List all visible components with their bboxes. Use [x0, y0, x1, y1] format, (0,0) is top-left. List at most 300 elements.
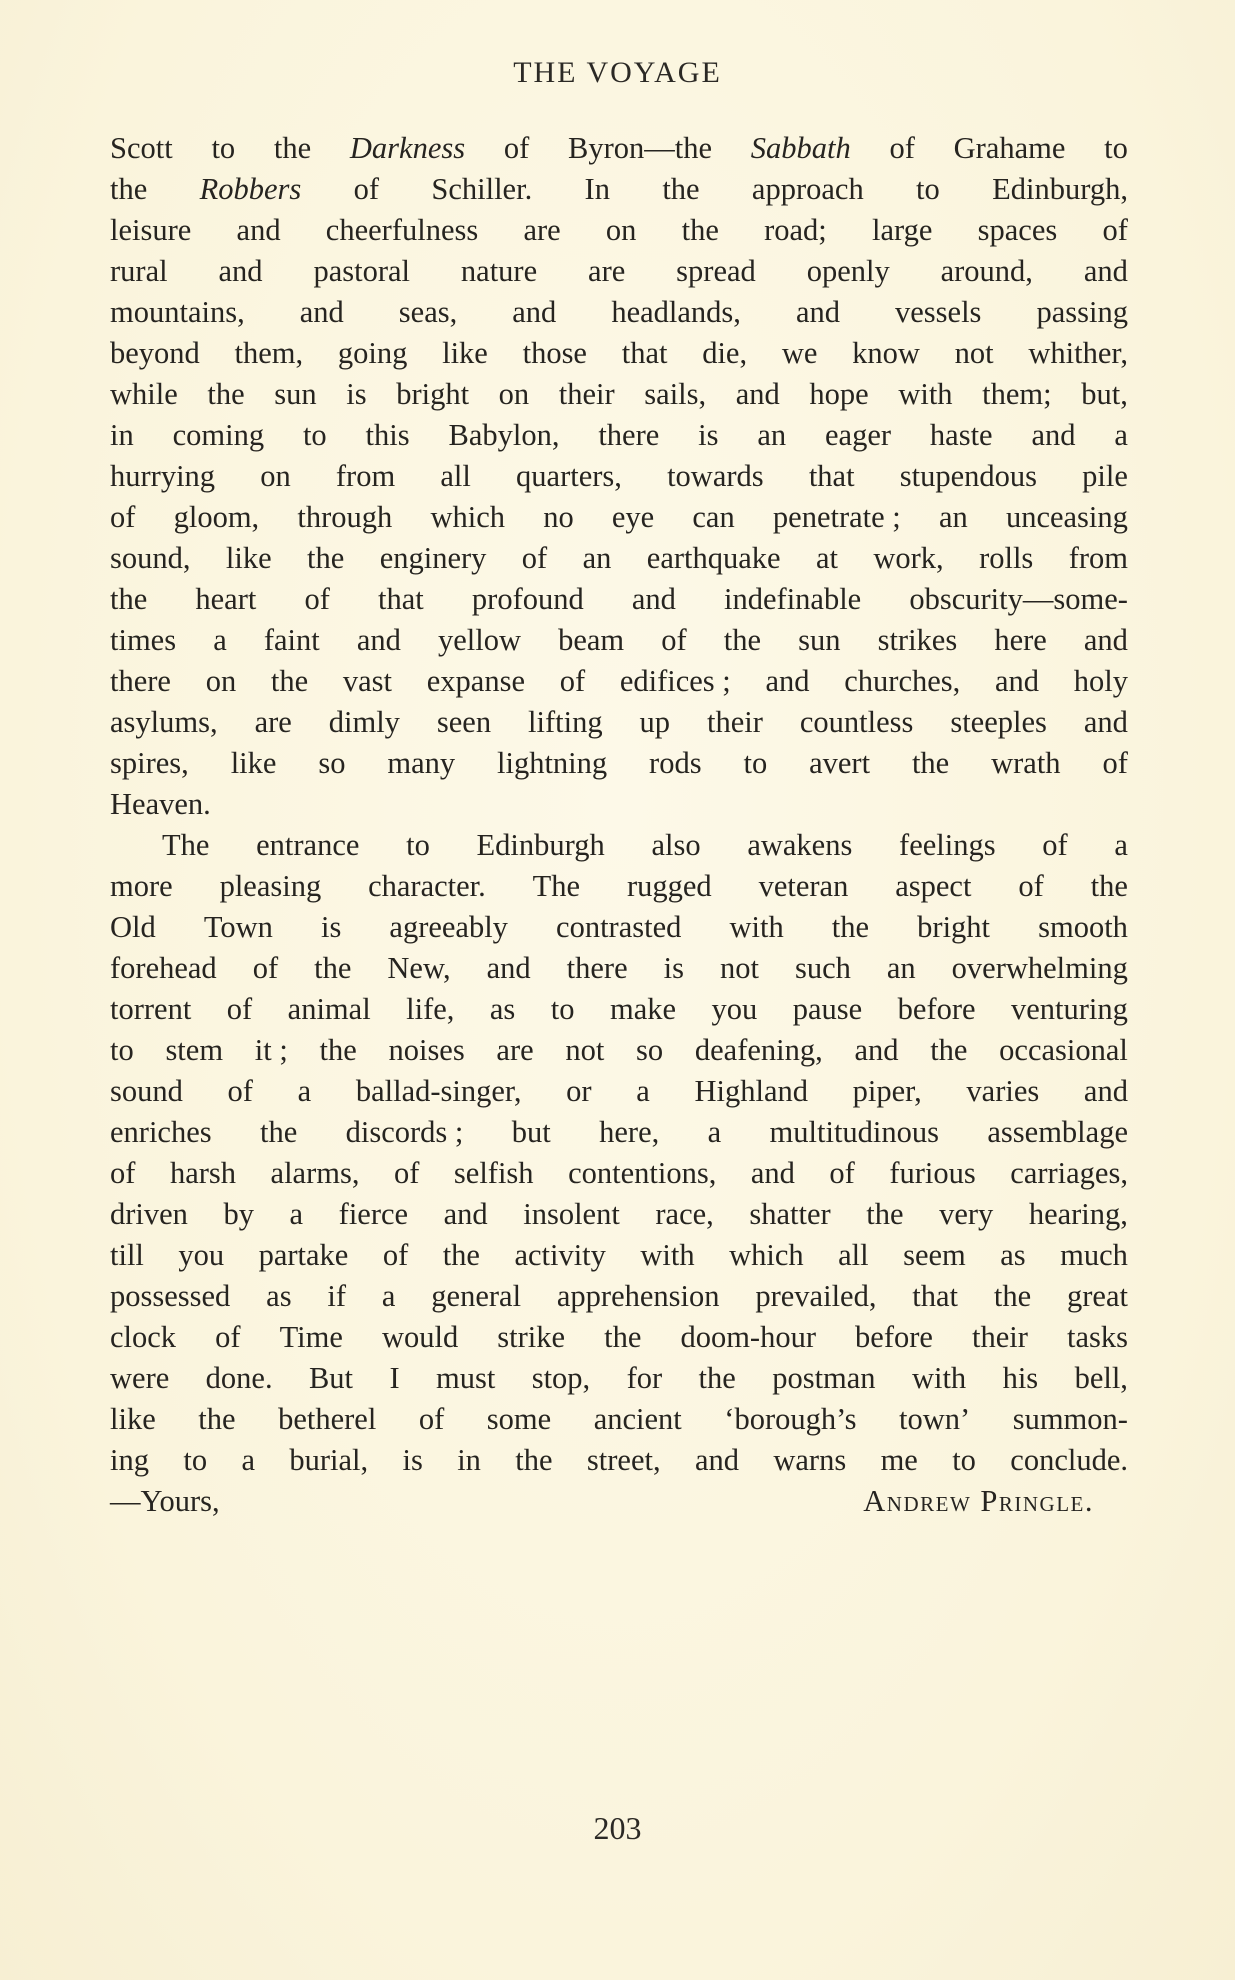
word: of: [889, 131, 915, 165]
word: so: [636, 1033, 664, 1067]
word: the: [515, 1443, 553, 1477]
word: of: [1102, 746, 1128, 780]
word: But: [308, 1361, 354, 1395]
word: nature: [460, 254, 538, 288]
word: the: [319, 1033, 357, 1067]
word: town’: [899, 1402, 971, 1436]
word: insolent: [523, 1197, 620, 1231]
word: of: [382, 1238, 409, 1272]
word: and: [1083, 254, 1128, 288]
word: no: [543, 500, 574, 534]
word: obscurity—some-: [909, 582, 1128, 616]
word: race,: [655, 1197, 714, 1231]
word: and: [995, 664, 1040, 698]
word: that: [912, 1279, 959, 1313]
word: is: [698, 418, 719, 452]
word: enriches: [110, 1115, 212, 1149]
text-line: [110, 333, 1128, 374]
word: is: [402, 1443, 423, 1477]
word: Schiller.: [431, 172, 533, 206]
word: warns: [773, 1443, 847, 1477]
text-line: [110, 1317, 1128, 1358]
word: to: [916, 172, 940, 206]
word: Town: [203, 910, 273, 944]
word: lifting: [528, 705, 603, 739]
word: the: [698, 1361, 736, 1395]
word: and: [1083, 1074, 1128, 1108]
word: with: [640, 1238, 695, 1272]
word: unceasing: [1005, 500, 1128, 534]
word: are: [523, 213, 561, 247]
word: to: [110, 1033, 134, 1067]
word: the: [314, 951, 352, 985]
word: eager: [825, 418, 892, 452]
word: sound,: [110, 541, 191, 575]
work-title: Sabbath: [750, 131, 851, 165]
word: Time: [279, 1320, 343, 1354]
word: furious: [889, 1156, 976, 1190]
word: countless: [799, 705, 914, 739]
word: there: [110, 664, 171, 698]
word: the: [831, 910, 870, 944]
word: we: [781, 336, 818, 370]
word: an: [582, 541, 612, 575]
word: shatter: [749, 1197, 831, 1231]
word: cheerfulness: [325, 213, 479, 247]
word: or: [566, 1074, 592, 1108]
text-line: [110, 661, 1128, 702]
word: Scott: [110, 131, 173, 165]
word: to: [406, 828, 430, 862]
word: not: [719, 951, 759, 985]
word: some: [486, 1402, 552, 1436]
word: around,: [940, 254, 1033, 288]
word: a: [707, 1115, 722, 1149]
text-line: [110, 1071, 1128, 1112]
word: In: [584, 172, 610, 206]
word: heart: [195, 582, 257, 616]
word: enginery: [379, 541, 487, 575]
word: fierce: [338, 1197, 409, 1231]
word: aspect: [895, 869, 972, 903]
word: the: [993, 1279, 1032, 1313]
word: forehead: [110, 951, 217, 985]
word: gloom,: [173, 500, 260, 534]
word: more: [110, 869, 173, 903]
word: would: [381, 1320, 459, 1354]
word: all: [440, 459, 471, 493]
word: Grahame: [953, 131, 1066, 165]
word: strike: [497, 1320, 566, 1354]
word: of: [226, 992, 253, 1026]
word: and: [299, 295, 344, 329]
word: on: [205, 664, 237, 698]
word: ballad-singer,: [355, 1074, 522, 1108]
word: torrent: [110, 992, 192, 1026]
word: many: [387, 746, 456, 780]
word: but: [511, 1115, 551, 1149]
text-line: [110, 1194, 1128, 1235]
word: while: [110, 377, 178, 411]
word: great: [1067, 1279, 1128, 1313]
word: hope: [809, 377, 869, 411]
word: The: [162, 828, 210, 862]
signature: Andrew Pringle.: [863, 1484, 1094, 1518]
word: of: [227, 1074, 253, 1108]
word: must: [436, 1361, 496, 1395]
word: of: [393, 1156, 420, 1190]
word: sun: [798, 623, 841, 657]
word: Old: [110, 910, 156, 944]
word: as: [1000, 1238, 1026, 1272]
word: you: [711, 992, 758, 1026]
word: expanse: [426, 664, 525, 698]
word: steeples: [950, 705, 1047, 739]
word: to: [183, 1443, 208, 1477]
word: and: [735, 377, 780, 411]
word: vast: [342, 664, 393, 698]
word: yellow: [437, 623, 521, 657]
text-line: [110, 1440, 1128, 1481]
text-line: [110, 866, 1128, 907]
word: contrasted: [556, 910, 682, 944]
word: leisure: [110, 213, 192, 247]
word: with: [911, 1361, 967, 1395]
word: the: [207, 377, 245, 411]
word: of: [1042, 828, 1068, 862]
word: on: [605, 213, 637, 247]
word: occasional: [999, 1033, 1128, 1067]
word: through: [297, 500, 393, 534]
text-line: [110, 579, 1128, 620]
word: them;: [982, 377, 1052, 411]
word: wrath: [991, 746, 1061, 780]
word: the: [681, 213, 719, 247]
word: harsh: [169, 1156, 237, 1190]
word: veteran: [758, 869, 849, 903]
word: hurrying: [110, 459, 216, 493]
word: pastoral: [313, 254, 410, 288]
word: approach: [751, 172, 864, 206]
text-line: [110, 702, 1128, 743]
word: are: [496, 1033, 534, 1067]
word: of: [559, 664, 586, 698]
word: and: [236, 213, 281, 247]
word: and: [694, 1443, 739, 1477]
word: the: [442, 1238, 480, 1272]
word: and: [218, 254, 263, 288]
word: this: [365, 418, 410, 452]
word: I: [389, 1361, 400, 1395]
word: with: [729, 910, 784, 944]
text-line: [110, 169, 1128, 210]
word: haste: [929, 418, 993, 452]
word: done.: [205, 1361, 273, 1395]
word: awakens: [747, 828, 853, 862]
word: of: [215, 1320, 241, 1354]
word: assemblage: [987, 1115, 1128, 1149]
word: of: [353, 172, 380, 206]
word: Edinburgh,: [992, 172, 1128, 206]
word: possessed: [110, 1279, 231, 1313]
word: the: [273, 131, 312, 165]
word: seas,: [398, 295, 458, 329]
word: of: [110, 500, 136, 534]
word: but,: [1081, 377, 1128, 411]
word: in: [457, 1443, 481, 1477]
word: and: [486, 951, 531, 985]
word: is: [663, 951, 684, 985]
word: and: [765, 664, 810, 698]
word: entrance: [256, 828, 360, 862]
word: feelings: [899, 828, 996, 862]
word: towards: [667, 459, 764, 493]
word: very: [939, 1197, 994, 1231]
word: asylums,: [110, 705, 218, 739]
word: to: [1104, 131, 1128, 165]
word: not: [565, 1033, 605, 1067]
page-number: 203: [593, 1810, 642, 1846]
text-line: [110, 415, 1128, 456]
word: apprehension: [556, 1279, 720, 1313]
word: make: [609, 992, 677, 1026]
word: alarms,: [270, 1156, 360, 1190]
text-line: [110, 948, 1128, 989]
word: life,: [406, 992, 455, 1026]
word: sound: [110, 1074, 183, 1108]
word: of: [661, 623, 687, 657]
word: like: [225, 541, 272, 575]
word: churches,: [844, 664, 961, 698]
word: that: [808, 459, 855, 493]
word: smooth: [1038, 910, 1128, 944]
word: seem: [903, 1238, 966, 1272]
word: large: [872, 213, 933, 247]
word: with: [898, 377, 953, 411]
text-line: [110, 1358, 1128, 1399]
word: postman: [772, 1361, 876, 1395]
word: pile: [1082, 459, 1128, 493]
word: know: [852, 336, 920, 370]
word: Babylon,: [448, 418, 560, 452]
word: discords ;: [345, 1115, 464, 1149]
word: ‘borough’s: [724, 1402, 857, 1436]
word: rugged: [626, 869, 712, 903]
word: a: [213, 623, 227, 657]
word: that: [378, 582, 424, 616]
word: conclude.: [1010, 1443, 1128, 1477]
word: here: [994, 623, 1047, 657]
word: edifices ;: [619, 664, 731, 698]
word: not: [954, 336, 994, 370]
word: tasks: [1066, 1320, 1128, 1354]
word: that: [621, 336, 668, 370]
text-line: [110, 374, 1128, 415]
word: a: [289, 1197, 304, 1231]
word: also: [651, 828, 701, 862]
word: rods: [649, 746, 702, 780]
word: the: [198, 1402, 236, 1436]
word: openly: [806, 254, 890, 288]
text-line: [110, 1030, 1128, 1071]
word: as: [489, 992, 516, 1026]
word: general: [431, 1279, 522, 1313]
word: stupendous: [899, 459, 1037, 493]
word: which: [729, 1238, 804, 1272]
word: for: [626, 1361, 663, 1395]
word: their: [707, 705, 763, 739]
word: like: [442, 336, 488, 370]
word: a: [1114, 828, 1128, 862]
word: prevailed,: [755, 1279, 877, 1313]
word: before: [897, 992, 976, 1026]
word: Highland: [694, 1074, 808, 1108]
word: on: [498, 377, 530, 411]
word: like: [230, 746, 277, 780]
word: and: [1083, 623, 1128, 657]
word: and: [750, 1156, 795, 1190]
word: character.: [368, 869, 486, 903]
closing: —Yours,: [110, 1484, 220, 1518]
word: such: [794, 951, 851, 985]
text-line: [110, 251, 1128, 292]
word: is: [320, 910, 342, 944]
word: an: [886, 951, 916, 985]
word: hearing,: [1028, 1197, 1128, 1231]
word: betherel: [278, 1402, 377, 1436]
work-title: Robbers: [199, 172, 302, 206]
word: pleasing: [219, 869, 322, 903]
text-line: [110, 497, 1128, 538]
word: the: [307, 541, 345, 575]
word: spaces: [977, 213, 1058, 247]
word: the: [911, 746, 950, 780]
word: strikes: [877, 623, 958, 657]
word: before: [855, 1320, 933, 1354]
word: of: [829, 1156, 855, 1190]
word: beam: [558, 623, 625, 657]
word: as: [266, 1279, 292, 1313]
word: vessels: [895, 295, 982, 329]
word: of: [110, 1156, 136, 1190]
word: to: [550, 992, 575, 1026]
word: spread: [676, 254, 756, 288]
word: Edinburgh: [476, 828, 605, 862]
body-text: [110, 128, 1128, 1522]
text-line: [110, 1235, 1128, 1276]
text-line: [110, 1112, 1128, 1153]
word: road;: [764, 213, 827, 247]
word: a: [297, 1074, 312, 1108]
word: sun: [274, 377, 317, 411]
word: which: [430, 500, 505, 534]
word: to: [302, 418, 327, 452]
word: the: [662, 172, 700, 206]
running-head: THE VOYAGE: [513, 56, 722, 89]
word: there: [566, 951, 628, 985]
word: burial,: [289, 1443, 369, 1477]
word: beyond: [110, 336, 200, 370]
word: a: [381, 1279, 396, 1313]
word: and: [1031, 418, 1076, 452]
word: an: [938, 500, 968, 534]
text-line: [110, 907, 1128, 948]
text-line: [110, 456, 1128, 497]
word: their: [558, 377, 615, 411]
word: times: [110, 623, 177, 657]
word: of: [503, 131, 530, 165]
word: rural: [110, 254, 168, 288]
word: The: [532, 869, 581, 903]
word: earthquake: [646, 541, 781, 575]
word: coming: [172, 418, 265, 452]
word: by: [223, 1197, 254, 1231]
word: the: [866, 1197, 904, 1231]
word: indefinable: [724, 582, 862, 616]
word: those: [522, 336, 587, 370]
word: the: [110, 582, 148, 616]
word: deafening,: [694, 1033, 823, 1067]
text-line: [110, 210, 1128, 251]
word: stop,: [531, 1361, 591, 1395]
word: whither,: [1028, 336, 1128, 370]
word: faint: [263, 623, 320, 657]
word: on: [260, 459, 291, 493]
word: work,: [873, 541, 944, 575]
word: Byron—the: [568, 131, 713, 165]
word: can: [692, 500, 735, 534]
word: animal: [287, 992, 371, 1026]
word: from: [1068, 541, 1128, 575]
word: bell,: [1074, 1361, 1128, 1395]
word: them,: [234, 336, 304, 370]
word: the: [604, 1320, 642, 1354]
word: and: [443, 1197, 488, 1231]
word: are: [588, 254, 626, 288]
word: there: [598, 418, 660, 452]
text-line: [110, 128, 1128, 169]
word: and: [795, 295, 840, 329]
word: his: [1002, 1361, 1039, 1395]
text-line: [110, 825, 1128, 866]
word: much: [1060, 1238, 1128, 1272]
word: piper,: [852, 1074, 922, 1108]
word: were: [110, 1361, 170, 1395]
word: pause: [792, 992, 863, 1026]
word: multitudinous: [769, 1115, 940, 1149]
word: of: [1018, 869, 1044, 903]
word: avert: [809, 746, 871, 780]
word: profound: [471, 582, 584, 616]
word: overwhelming: [951, 951, 1128, 985]
word: to: [952, 1443, 976, 1477]
word: agreeably: [389, 910, 508, 944]
word: going: [337, 336, 408, 370]
word: all: [838, 1238, 869, 1272]
word: is: [346, 377, 367, 411]
word: doom-hour: [680, 1320, 816, 1354]
word: mountains,: [110, 295, 245, 329]
word: and: [631, 582, 676, 616]
word: an: [757, 418, 787, 452]
word: contentions,: [568, 1156, 717, 1190]
word: are: [254, 705, 292, 739]
word: headlands,: [611, 295, 741, 329]
text-line: [110, 743, 1128, 784]
word: the: [930, 1033, 968, 1067]
word: their: [972, 1320, 1028, 1354]
word: to: [743, 746, 768, 780]
